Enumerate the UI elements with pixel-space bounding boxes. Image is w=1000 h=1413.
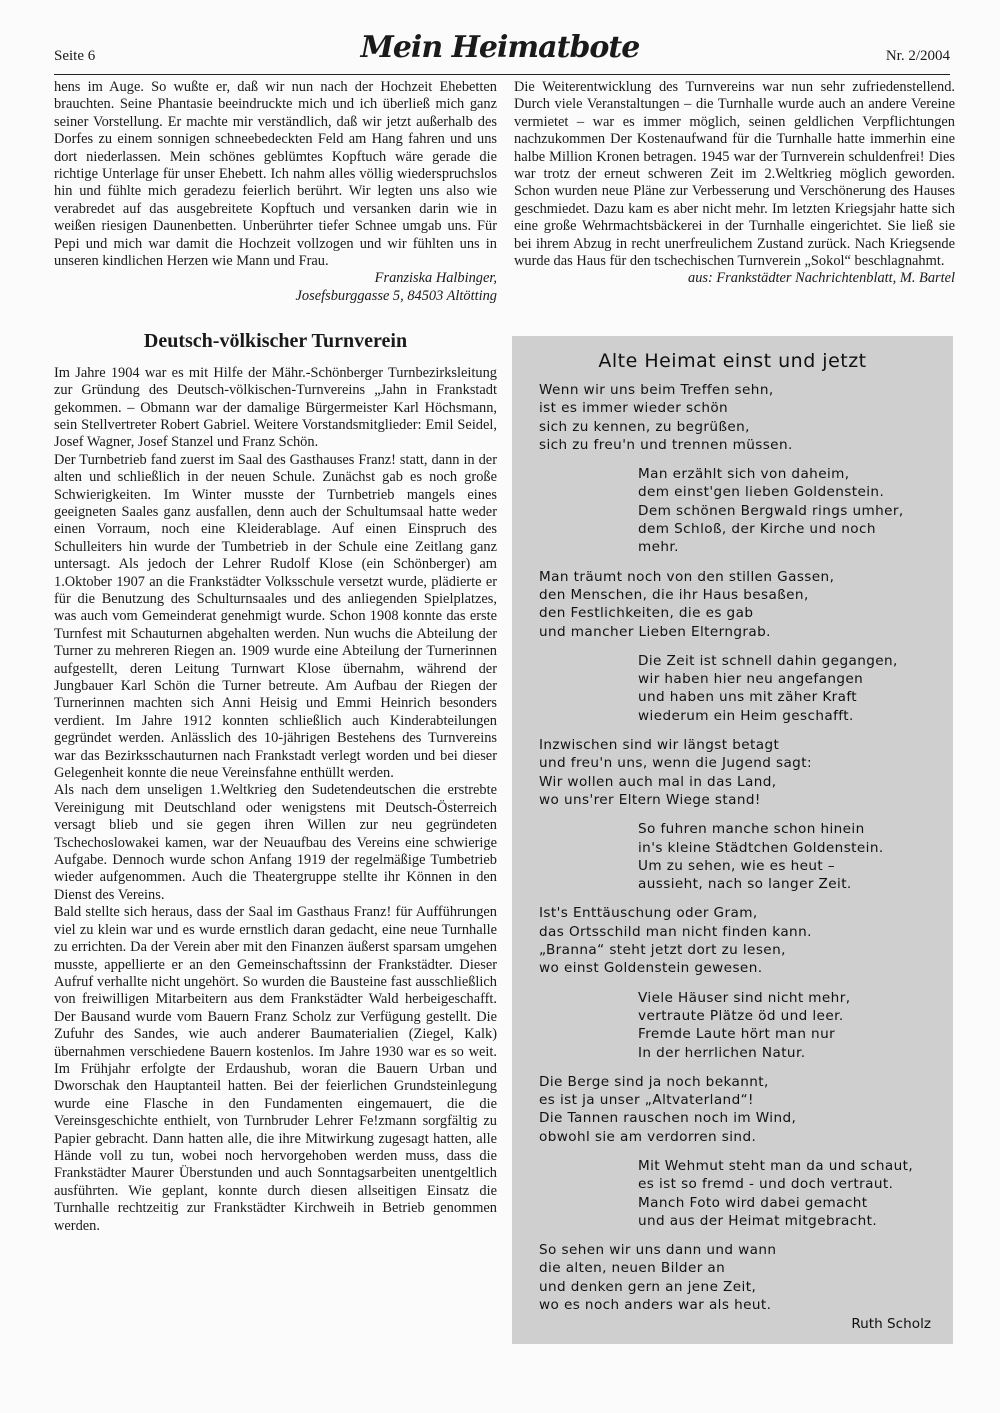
article-paragraph: Bald stellte sich heraus, dass der Saal im Gasthaus Franz! für Aufführungen viel zu klein war und es wurde ernstlich daran gedacht, eine neue Turnhalle zu errichten. Da der Verein aber mit den Finanzen äußerst sparsam umgehen musste, appellierte er an den Gemeinschaftssinn der Frankstädter. Dieser Aufruf verhallte nicht ungehört. So wurden die Bausteine fast ausschließlich von freiwilligen Mitarbeitern aus dem Frankstädter Wald herbeigeschafft. Der Bausand wurde vom Bauern Franz Scholz zur Verfügung gestellt. Die Zufuhr des Sandes, wie auch anderer Baumaterialien (Ziegel, Kalk) übernahmen verschiedene Bauern kostenlos. Im Jahre 1930 war es so weit. Im Frühjahr erfolgte der Erdaushub, woran die Bauern Urban und Dworschak den Hauptanteil hatten. Bei der feierlichen Grundsteinlegung wurde eine Flasche in den Fundamenten eingemauert, die die Vereinsgeschichte enthielt, von Turnbruder Lehrer Fe!zmann sorgfältig zu Papier gebracht. Dann hatten alle, die ihre Mitwirkung zugesagt hatten, alle Hände voll zu tun, wobei noch hervorgehoben werden muss, dass die Frankstädter Maurer Überstunden und auch Sonntagsarbeiten unentgeltlich ausführten. Wie geplant, konnte durch diesen allseitigen Einsatz die Turnhalle rechtzeitig zur Frankstädter Kirchweih in Betrieb genommen werden. bbox=[54, 904, 497, 1234]
poem-line: Die Berge sind ja noch bekannt, bbox=[539, 1073, 769, 1090]
poem-line: Wenn wir uns beim Treffen sehn, bbox=[539, 382, 774, 398]
poem-title: Alte Heimat einst und jetzt bbox=[598, 350, 867, 372]
poem-line: sich zu freu'n und trennen müssen. bbox=[539, 436, 793, 453]
poem-line: Inzwischen sind wir längst betagt bbox=[539, 737, 780, 754]
poem-stanza bbox=[638, 465, 953, 556]
poem-line: und denken gern an jene Zeit, bbox=[539, 1278, 757, 1295]
story-signature bbox=[54, 270, 497, 305]
poem-line: ist es immer wieder schön bbox=[539, 400, 729, 417]
article-continuation: Die Weiterentwicklung des Turnvereins war nun sehr zufriedenstellend. Durch viele Veranstaltungen – die Turnhalle wurde auch an andere Vereine vermietet – war es immer möglich, seinen geldlichen Verpflichtungen nachzukommen Der Kostenaufwand für die Turnhalle hatte immerhin eine halbe Million Kronen betragen. 1945 war der Turnverein schuldenfrei! Dies war trotz der erneut schweren Zeit im 2.Weltkrieg möglich geworden. Schon wurden neue Pläne zur Verbesserung und Verschönerung des Hauses geschmiedet. Dazu kam es aber nicht mehr. Im letzten Kriegsjahr hatte sich eine große Wehrmachtsbäckerei in der Turnhalle eingerichtet. Sie ließ sie bei ihrem Abzug in recht unerfreulichem Zustand zurück. Nach Kriegsende wurde das Haus für den tschechischen Turnverein „Sokol“ beschlagnahmt. bbox=[514, 79, 955, 270]
poem-line: wiederum ein Heim geschafft. bbox=[638, 707, 854, 724]
poem-line: aussieht, nach so langer Zeit. bbox=[638, 876, 852, 893]
poem-line: wo uns'rer Eltern Wiege stand! bbox=[539, 791, 761, 808]
poem-line: wir haben hier neu angefangen bbox=[638, 671, 864, 688]
article-source: aus: Frankstädter Nachrichtenblatt, M. Bartel bbox=[688, 270, 955, 287]
poem-stanza bbox=[539, 1241, 953, 1314]
poem-line: Fremde Laute hört man nur bbox=[638, 1026, 836, 1043]
poem-line: Man erzählt sich von daheim, bbox=[638, 466, 850, 483]
poem-line: und aus der Heimat mitgebracht. bbox=[638, 1212, 878, 1229]
poem-line: und haben uns mit zäher Kraft bbox=[638, 689, 858, 706]
signature-name: Franziska Halbinger, bbox=[374, 270, 497, 287]
right-column bbox=[514, 79, 955, 288]
poem-line: wo es noch anders war als heut. bbox=[539, 1297, 772, 1314]
poem-line: dem Schloß, der Kirche und noch bbox=[638, 521, 876, 538]
poem-line: So fuhren manche schon hinein bbox=[638, 821, 865, 838]
page-header bbox=[0, 0, 1000, 70]
poem-line: das Ortsschild man nicht finden kann. bbox=[539, 923, 812, 940]
poem-line: es ist ja unser „Altvaterland“! bbox=[539, 1092, 754, 1109]
poem-line: In der herrlichen Natur. bbox=[638, 1044, 806, 1061]
poem-stanza bbox=[539, 904, 953, 977]
poem-stanza bbox=[638, 1157, 953, 1230]
article-title: Deutsch-völkischer Turnverein bbox=[143, 330, 408, 353]
poem-line: obwohl sie am verdorren sind. bbox=[539, 1128, 757, 1145]
issue-number: Nr. 2/2004 bbox=[885, 48, 950, 64]
poem-line: den Menschen, die ihr Haus besaßen, bbox=[539, 586, 809, 603]
poem-line: Dem schönen Bergwald rings umher, bbox=[638, 502, 904, 519]
poem-stanza bbox=[539, 381, 953, 454]
poem-stanza bbox=[539, 568, 953, 641]
poem-stanza bbox=[638, 652, 953, 725]
poem-stanza bbox=[638, 989, 953, 1062]
header-divider bbox=[54, 74, 950, 75]
poem-line: vertraute Plätze öd und leer. bbox=[638, 1007, 844, 1024]
poem-stanza bbox=[539, 1073, 953, 1146]
poem-line: Um zu sehen, wie es heut – bbox=[638, 857, 836, 874]
poem-line: und mancher Lieben Elterngrab. bbox=[539, 623, 771, 640]
poem-line: Die Zeit ist schnell dahin gegangen, bbox=[638, 652, 898, 669]
masthead-logo: Mein Heimatbote bbox=[360, 30, 640, 65]
poem-line: Viele Häuser sind nicht mehr, bbox=[638, 989, 851, 1006]
poem-line: So sehen wir uns dann und wann bbox=[539, 1242, 777, 1259]
article-paragraph: Als nach dem unseligen 1.Weltkrieg den Sudetendeutschen die erstrebte Vereinigung mit Deutschland oder wenigstens mit Deutsch-Österreich versagt blieb und sie gegen ihren Willen zur neu gegründeten Tschechoslowakei kamen, war der Neuaufbau des Vereins eine schwierige Aufgabe. Dennoch wurde schon Anfang 1919 der regelmäßige Tumbetrieb wieder aufgenommen. Auch die Theatergruppe stellte ihr Können in den Dienst des Vereins. bbox=[54, 782, 497, 903]
poem-line: Man träumt noch von den stillen Gassen, bbox=[539, 568, 835, 585]
poem-line: es ist so fremd - und doch vertraut. bbox=[638, 1176, 894, 1193]
poem-line: Mit Wehmut steht man da und schaut, bbox=[638, 1157, 914, 1174]
poem-line: Wir wollen auch mal in das Land, bbox=[539, 773, 777, 790]
poem-line: „Branna“ steht jetzt dort zu lesen, bbox=[539, 942, 786, 959]
signature-address: Josefsburggasse 5, 84503 Altötting bbox=[295, 287, 497, 304]
poem-author: Ruth Scholz bbox=[851, 1316, 931, 1332]
poem-body bbox=[512, 381, 953, 1314]
poem-box bbox=[512, 336, 953, 1344]
poem-stanza bbox=[638, 820, 953, 893]
poem-line: die alten, neuen Bilder an bbox=[539, 1260, 726, 1277]
poem-line: in's kleine Städtchen Goldenstein. bbox=[638, 839, 884, 856]
left-column bbox=[54, 79, 497, 1235]
poem-line: Die Tannen rauschen noch im Wind, bbox=[539, 1110, 797, 1127]
poem-line: mehr. bbox=[638, 539, 679, 556]
poem-line: wo einst Goldenstein gewesen. bbox=[539, 960, 763, 977]
story-ending: hens im Auge. So wußte er, daß wir nun nach der Hochzeit Ehebetten brauchten. Seine Phantasie beeindruckte mich und ich überließ mich ganz seiner Vorstellung. Er machte mir verständlich, daß wir jetzt außerhalb des Dorfes zu einem sonnigen schneebedeckten Feld am Hang fahren und uns dort niederlassen. Mein schönes geblümtes Kopftuch wäre gerade die richtige Unterlage für unser Ehebett. Ich nahm alles völlig wiederspruchslos hin und fühlte mich geradezu feierlich berührt. Wir legten uns also wie verabredet auf das ausgebreitete Kopftuch und versanken darin wie in weißen riesigen Daunenbetten. Unberührter tiefer Schnee umgab uns. Für Pepi und mich war damit die Hochzeit vollzogen und wir fühlten uns in unseren kindlichen Herzen wie Mann und Frau. bbox=[54, 79, 497, 270]
article-paragraph: Im Jahre 1904 war es mit Hilfe der Mähr.-Schönberger Turnbezirksleitung zur Gründung des Deutsch-völkischen-Turnvereins „Jahn in Frankstadt gekommen. – Obmann war der damalige Bürgermeister Karl Höchsmann, sein Stellvertreter Robert Gabriel. Weitere Vorstandsmitglieder: Emil Seidel, Josef Wagner, Josef Stanzel und Franz Schön. bbox=[54, 364, 497, 451]
article-paragraph: Der Turnbetrieb fand zuerst im Saal des Gasthauses Franz! statt, dann in der alten und schließlich in der neuen Schule. Zunächst gab es noch große Schwierigkeiten. Im Winter musste der Turnbetrieb mangels eines geeigneten Saales ganz ausfallen, denn auch der Schultumsaal hatte weder einen Vorraum, noch eine Kleiderablage. Auf einen Einspruch des Schulleiters hin wurde der Tumbetrieb in der Schule eine Zeitlang ganz untersagt. Als jedoch der Lehrer Rudolf Klose (ein Schönberger) am 1.Oktober 1907 an die Frankstädter Volksschule versetzt wurde, plädierte er für die Benutzung des Schulturnsaales und des anliegenden Spielplatzes, was auch vom Gemeinderat genehmigt wurde. Schon 1908 konnte das erste Turnfest mit Schauturnen abgehalten werden. Nun wuchs die Abteilung der Turner zu mehreren Riegen an. 1909 wurde eine Abteilung der Turnerinnen aufgestellt, deren Leitung Turnwart Klose übernahm, während der Jungbauer Karl Schön die Turner betreute. Am Aufbau der Riegen der Turnerinnen machten sich Anni Heisig und Emmi Heinrich besonders verdient. Im Jahre 1912 konnten schließlich auch Kinderabteilungen gegründet werden. Anlässlich des 10-jährigen Bestehens des Turnvereins war das Bezirksschauturnen nach Frankstadt verlegt worden und bei dieser Gelegenheit konnte die neue Vereinsfahne enthüllt werden. bbox=[54, 451, 497, 782]
poem-line: den Festlichkeiten, die es gab bbox=[539, 605, 754, 622]
poem-line: Manch Foto wird dabei gemacht bbox=[638, 1194, 868, 1211]
poem-line: und freu'n uns, wenn die Jugend sagt: bbox=[539, 755, 812, 772]
poem-line: dem einst'gen lieben Goldenstein. bbox=[638, 484, 885, 501]
page-number: Seite 6 bbox=[54, 48, 96, 64]
poem-stanza bbox=[539, 736, 953, 809]
poem-line: Ist's Enttäuschung oder Gram, bbox=[539, 905, 758, 922]
poem-line: sich zu kennen, zu begrüßen, bbox=[539, 418, 750, 435]
